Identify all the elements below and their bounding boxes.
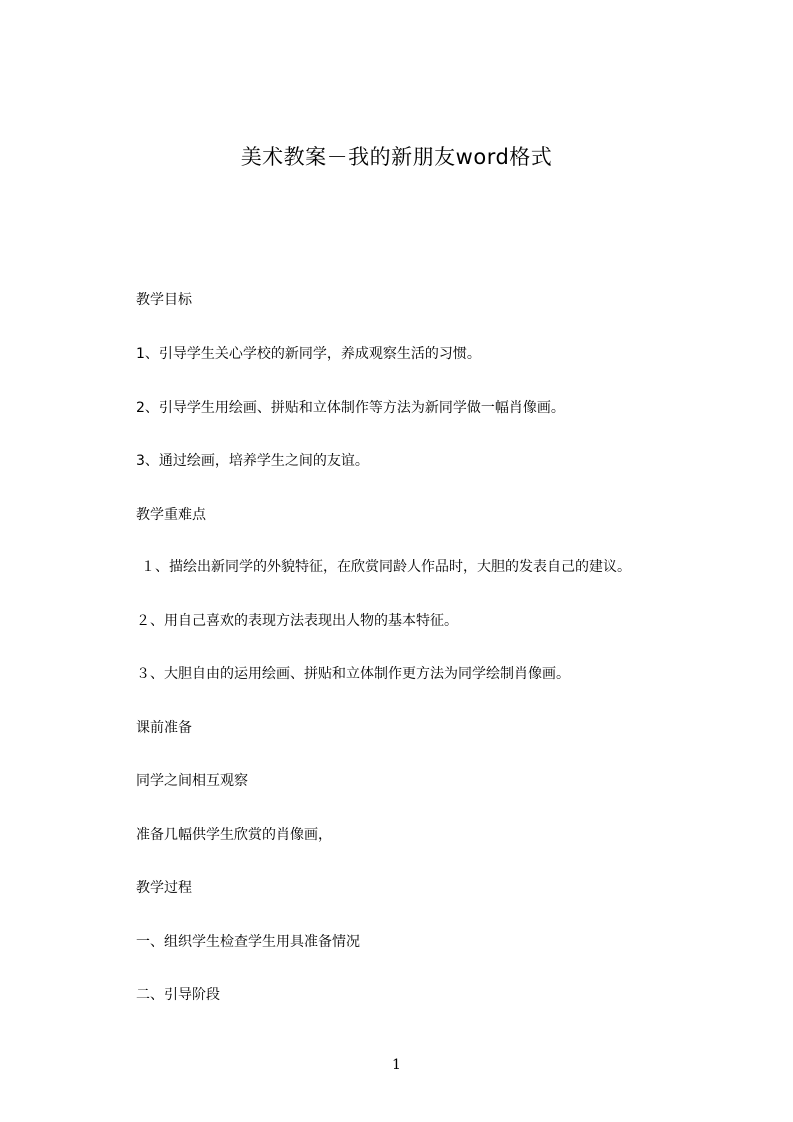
paragraph-key-point-3: ３、大胆自由的运用绘画、拼贴和立体制作更方法为同学绘制肖像画。: [136, 666, 570, 682]
paragraph-process-2: 二、引导阶段: [136, 987, 220, 1003]
paragraph-preparation-1: 同学之间相互观察: [136, 773, 248, 789]
paragraph-goal-2: 2、引导学生用绘画、拼贴和立体制作等方法为新同学做一幅肖像画。: [136, 400, 565, 416]
paragraph-goal-1: 1、引导学生关心学校的新同学，养成观察生活的习惯。: [136, 346, 481, 362]
paragraph-preparation-2: 准备几幅供学生欣赏的肖像画，: [136, 827, 332, 843]
paragraph-key-point-1: １、描绘出新同学的外貌特征，在欣赏同龄人作品时，大胆的发表自己的建议。: [141, 559, 631, 575]
heading-teaching-goals: 教学目标: [136, 292, 192, 308]
paragraph-key-point-2: ２、用自己喜欢的表现方法表现出人物的基本特征。: [136, 613, 458, 629]
heading-preparation: 课前准备: [136, 720, 192, 736]
paragraph-process-1: 一、组织学生检查学生用具准备情况: [136, 934, 360, 950]
heading-key-points: 教学重难点: [136, 507, 206, 523]
document-title: 美术教案－我的新朋友word格式: [240, 145, 553, 169]
page-number: 1: [392, 1057, 401, 1073]
paragraph-goal-3: 3、通过绘画，培养学生之间的友谊。: [136, 453, 369, 469]
heading-process: 教学过程: [136, 880, 192, 896]
